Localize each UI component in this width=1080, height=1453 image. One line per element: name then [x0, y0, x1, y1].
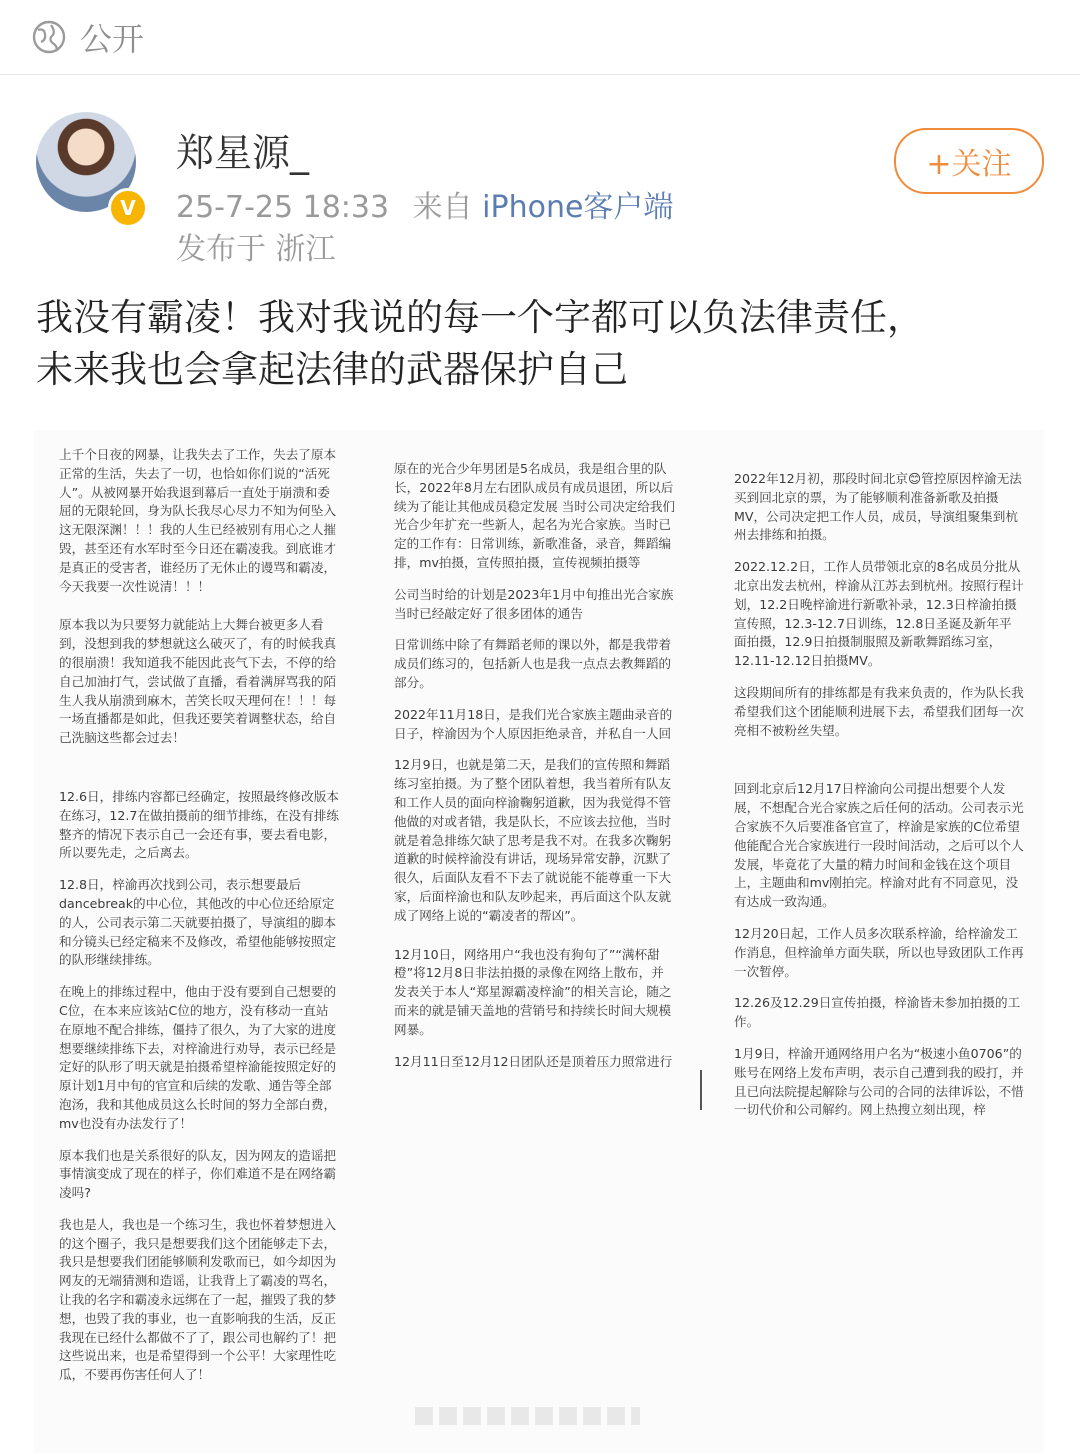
statement-paragraph: 12.8日，梓渝再次找到公司，表示想要最后dancebreak的中心位，其他改的中心位还给原定的人，公司表示第二天就要拍摄了，导演组的脚本和分镜头已经定稿来不及修改，希望他能够按照定的队形继续排练。	[59, 877, 337, 968]
post-meta	[176, 182, 673, 226]
statement-paragraph: 原本我以为只要努力就能站上大舞台被更多人看到，没想到我的梦想就这么破灭了，有的时候我真的很崩溃！我知道我不能因此丧气下去，不停的给自己加油打气，尝试做了直播，看着满屏骂我的陌生人我从崩溃到麻木，苦笑长叹天理何在！！！每一场直播都是如此，但我还要笑着调整状态，给自己洗脑这些都会过去！	[59, 617, 337, 746]
statement-paragraph: 日常训练中除了有舞蹈老师的课以外，都是我带着成员们练习的，包括新人也是我一点点去教舞蹈的部分。	[394, 637, 672, 690]
client-link[interactable]: iPhone客户端	[482, 190, 674, 225]
statement-paragraph: 原在的光合少年男团是5名成员，我是组合里的队长，2022年8月左右团队成员有成员退团，所以后续为了能让其他成员稳定发展 当时公司决定给我们光合少年扩充一些新人，起名为光合家族。当时已定的工作有：日常训练，新歌准备，录音，舞蹈编排，mv拍摄，宣传照拍摄，宣传视频拍摄等	[394, 461, 676, 570]
statement-paragraph: 上千个日夜的网暴，让我失去了工作，失去了原本正常的生活，失去了一切，也恰如你们说的“活死人”。从被网暴开始我退到幕后一直处于崩溃和委屈的无限轮回，身为队长我尽心尽力不知为何坠入这无限深渊！！！我的人生已经被别有用心之人摧毁，甚至还有水军时至今日还在霸凌我。到底谁才是真正的受害者，谁经历了无休止的谩骂和霸凌，今天我要一次性说清！！！	[59, 447, 337, 594]
visibility-label: 公开	[80, 20, 145, 58]
post-location: 发布于 浙江	[176, 232, 336, 267]
headline-line-2: 未来我也会拿起法律的武器保护自己	[36, 348, 628, 391]
from-label: 来自	[412, 190, 473, 225]
watermark	[415, 1407, 640, 1425]
statement-paragraph: 在晚上的排练过程中，他由于没有要到自己想要的C位，在本来应该站C位的地方，没有移动一直站在原地不配合排练，僵持了很久，为了大家的进度想要继续排练下去，对梓渝进行劝导，表示已经是定好的队形了明天就是拍摄希望梓渝能按照定好的原计划1月中旬的官宣和后续的发歌、通告等全部泡汤，我和其他成员这么长时间的努力全部白费，mv也没有办法发行了！	[59, 984, 337, 1131]
column-divider	[700, 1070, 702, 1110]
statement-paragraph: 2022.12.2日，工作人员带领北京的8名成员分批从北京出发去杭州，梓渝从江苏去到杭州。按照行程计划，12.2日晚梓渝进行新歌补录，12.3日梓渝拍摄宣传照，12.3-12.7日训练，12.8日圣诞及新年平面拍摄，12.9日拍摄制服照及新歌舞蹈练习室，12.11-12.12日拍摄MV。	[734, 559, 1024, 669]
statement-paragraph: 2022年11月18日，是我们光合家族主题曲录音的日子，梓渝因为个人原因拒绝录音，并私自一人回	[394, 706, 673, 741]
statement-paragraph: 12月9日，也就是第二天，是我们的宣传照和舞蹈练习室拍摄。为了整个团队着想，我当着所有队友和工作人员的面向梓渝鞠躬道歉，因为我觉得不管他做的对或者错，我是队长，不应该去拉他，当时就是着急排练欠缺了思考是我不对。在我多次鞠躬道歉的时候梓渝没有讲话，现场异常安静，沉默了很久，后面队友看不下去了就说能不能尊重一下大家，后面梓渝也和队友吵起来，再后面这个队友就成了网络上说的“霸凌者的帮凶”。	[394, 757, 672, 923]
post-headline	[36, 292, 1044, 396]
statement-column-3	[734, 470, 1024, 1133]
statement-paragraph: 12.26及12.29日宣传拍摄，梓渝皆未参加拍摄的工作。	[734, 995, 1021, 1030]
username[interactable]: 郑星源_	[176, 131, 310, 175]
statement-paragraph: 12月10日，网络用户“我也没有狗句了”“满杯甜橙”将12月8日非法拍摄的录像在网络上散布，并发表关于本人“郑星源霸凌梓渝”的相关言论，随之而来的就是铺天盖地的营销号和持续长时间大规模网暴。	[394, 946, 672, 1037]
post-datetime: 25-7-25 18:33	[176, 190, 390, 225]
profile-header	[36, 112, 1044, 272]
statement-paragraph: 回到北京后12月17日梓渝向公司提出想要个人发展，不想配合光合家族之后任何的活动。公司表示光合家族不久后要准备官宣了，梓渝是家族的C位希望他能配合光合家族进行一段时间活动，之后可以个人发展，毕竟花了大量的精力时间和金钱在这个项目上，主题曲和mv刚拍完。梓渝对此有不同意见，没有达成一致沟通。	[734, 781, 1024, 910]
statement-paragraph: 12月11日至12月12日团队还是顶着压力照常进行	[394, 1053, 673, 1069]
statement-paragraph: 公司当时给的计划是2023年1月中旬推出光合家族 当时已经敲定好了很多团体的通告	[394, 586, 674, 621]
statement-paragraph: 1月9日，梓渝开通网络用户名为“极速小鱼0706”的账号在网络上发布声明，表示自己遭到我的殴打，并且已向法院提起解除与公司的合同的法律诉讼，不惜一切代价和公司解约。网上热搜立刻出现，梓	[734, 1045, 1024, 1118]
verified-badge-icon: V	[108, 188, 148, 228]
globe-icon	[32, 20, 66, 54]
statement-column-1	[59, 446, 339, 1398]
visibility-bar	[0, 0, 1080, 75]
follow-button[interactable]: +关注	[894, 128, 1044, 194]
statement-paragraph: 我也是人，我也是一个练习生，我也怀着梦想进入的这个圈子，我只是想要我们这个团能够走下去，我只是想要我们团能够顺利发歌而已，如今却因为网友的无端猜测和造谣，让我背上了霸凌的骂名，让我的名字和霸凌永远绑在了一起，摧毁了我的梦想，也毁了我的事业，也一直影响我的生活，反正我现在已经什么都做不了了，跟公司也解约了！把这些说出来，也是希望得到一个公平！大家理性吃瓜，不要再伤害任何人了！	[59, 1216, 337, 1383]
statement-paragraph: 这段期间所有的排练都是有我来负责的，作为队长我希望我们这个团能顺利进展下去，希望我们团每一次亮相不被粉丝失望。	[734, 684, 1024, 738]
statement-image[interactable]	[34, 430, 1044, 1453]
headline-line-1: 我没有霸凌！我对我说的每一个字都可以负法律责任，	[36, 296, 924, 339]
statement-paragraph: 12.6日，排练内容都已经确定，按照最终修改版本在练习，12.7在做拍摄前的细节排练，在没有排练整齐的情况下表示自己一会还有事，要去看电影，所以要先走，之后离去。	[59, 788, 339, 861]
statement-paragraph: 原本我们也是关系很好的队友，因为网友的造谣把事情演变成了现在的样子，你们难道不是在网络霸凌吗?	[59, 1147, 337, 1201]
statement-column-2	[394, 460, 676, 1084]
statement-paragraph: 2022年12月初，那段时间北京😊管控原因梓渝无法买到回北京的票，为了能够顺利准备新歌及拍摄MV，公司决定把工作人员，成员，导演组聚集到杭州去排练和拍摄。	[734, 471, 1022, 543]
statement-paragraph: 12月20日起，工作人员多次联系梓渝，给梓渝发工作消息，但梓渝单方面失联，所以也导致团队工作再一次暂停。	[734, 925, 1024, 979]
